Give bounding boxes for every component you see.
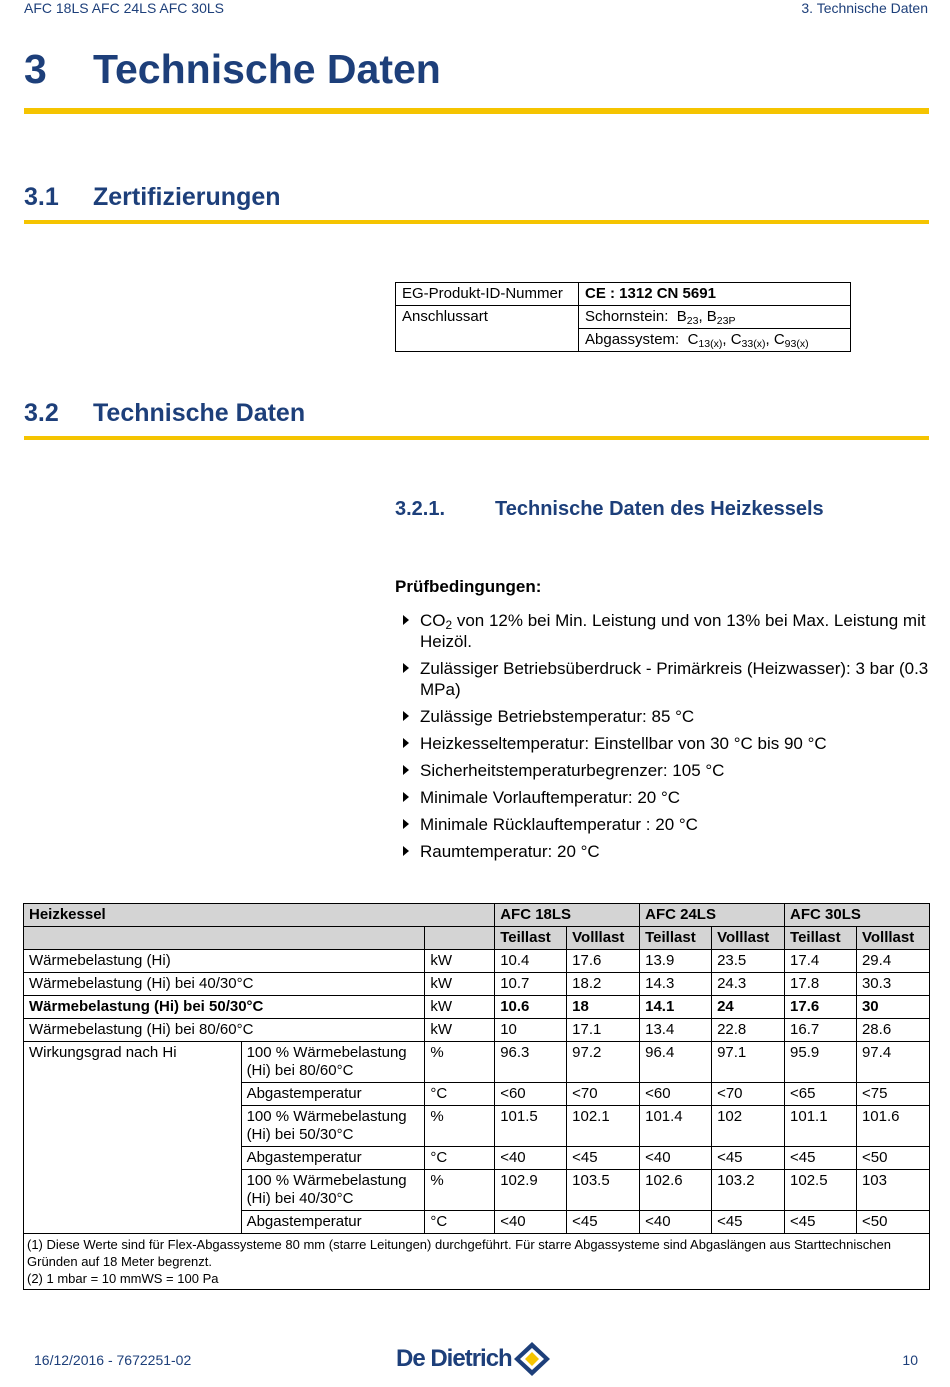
cell: <45 [712, 1147, 785, 1170]
row-label: 100 % Wärmebelastung (Hi) bei 50/30°C [241, 1106, 425, 1147]
cell: <45 [785, 1147, 857, 1170]
row-unit: % [425, 1170, 495, 1211]
table-row [24, 1042, 930, 1083]
cell: <60 [640, 1083, 712, 1106]
schornstein-label: Schornstein: [585, 308, 669, 325]
cell: 10.6 [495, 996, 567, 1019]
header-model: AFC 30LS [785, 904, 930, 927]
subsection-number: 3.2.1. [395, 498, 446, 520]
cell: <40 [640, 1211, 712, 1234]
cell: 102.1 [567, 1106, 640, 1147]
section-rule [24, 220, 929, 224]
cell: <70 [712, 1083, 785, 1106]
cell: <45 [785, 1211, 857, 1234]
cell: 95.9 [785, 1042, 857, 1083]
list-item: Minimale Rücklauftemperatur : 20 °C [397, 814, 929, 835]
cert-value: CE : 1312 CN 5691 [579, 283, 851, 306]
cell: 30.3 [856, 973, 929, 996]
row-unit: kW [425, 1019, 495, 1042]
note: (2) 1 mbar = 10 mmWS = 100 Pa [27, 1271, 219, 1286]
load-header: Teillast [640, 927, 712, 950]
load-header: Volllast [712, 927, 785, 950]
cell: 103.2 [712, 1170, 785, 1211]
cell: <45 [567, 1211, 640, 1234]
c-sub: 33(x) [741, 338, 766, 350]
cell: 96.4 [640, 1042, 712, 1083]
c-sub: 13(x) [698, 338, 723, 350]
cell: 16.7 [785, 1019, 857, 1042]
cert-value: Abgassystem: $C_{13(x)}$, $C_{33(x)}$, $C_{93(x)}$ [579, 329, 851, 352]
row-label: Wärmebelastung (Hi) bei 50/30°C [24, 996, 425, 1019]
table-row [396, 306, 851, 329]
cell: <40 [495, 1147, 567, 1170]
list-item [397, 610, 929, 652]
cell: 14.1 [640, 996, 712, 1019]
cell: 97.4 [856, 1042, 929, 1083]
table-notes-row [24, 1234, 930, 1290]
cell: 102.6 [640, 1170, 712, 1211]
b-symbol: B [676, 308, 687, 325]
page-number: 10 [902, 1352, 918, 1368]
row-unit: % [425, 1042, 495, 1083]
cell: 101.1 [785, 1106, 857, 1147]
list-item: Zulässiger Betriebsüberdruck - Primärkreis (Heizwasser): 3 bar (0.3 MPa) [397, 658, 929, 700]
c-symbol: C [773, 331, 785, 348]
cell: 18 [567, 996, 640, 1019]
cell: 101.4 [640, 1106, 712, 1147]
row-label: 100 % Wärmebelastung (Hi) bei 40/30°C [241, 1170, 425, 1211]
cell: 102.9 [495, 1170, 567, 1211]
row-unit: kW [425, 973, 495, 996]
cell: 17.6 [567, 950, 640, 973]
efficiency-label: Wirkungsgrad nach Hi [24, 1042, 242, 1234]
row-label: Wärmebelastung (Hi) bei 80/60°C [24, 1019, 425, 1042]
b-sub: 23P [716, 315, 736, 327]
cell: 30 [856, 996, 929, 1019]
table-notes [24, 1234, 930, 1290]
logo-text: De Dietrich [396, 1345, 512, 1372]
cell: 10.4 [495, 950, 567, 973]
row-unit: kW [425, 950, 495, 973]
c-sub: 93(x) [784, 338, 809, 350]
cell: 13.9 [640, 950, 712, 973]
cell: 103 [856, 1170, 929, 1211]
list-item: Sicherheitstemperaturbegrenzer: 105 °C [397, 760, 929, 781]
cell: <40 [495, 1211, 567, 1234]
chapter-number: 3 [24, 46, 47, 92]
empty-cell [24, 927, 425, 950]
table-header-row [24, 904, 930, 927]
cell: 24.3 [712, 973, 785, 996]
cell: <65 [785, 1083, 857, 1106]
table-row [396, 283, 851, 306]
table-row [24, 950, 930, 973]
co2-text-rest: von 12% bei Min. Leistung und von 13% bei Max. Leistung mit Heizöl. [420, 611, 926, 651]
cell: <60 [495, 1083, 567, 1106]
cell: 103.5 [567, 1170, 640, 1211]
row-unit: °C [425, 1147, 495, 1170]
cell: 101.5 [495, 1106, 567, 1147]
cell: 17.8 [785, 973, 857, 996]
load-header: Teillast [785, 927, 857, 950]
cell: <75 [856, 1083, 929, 1106]
footer-date-ref: 16/12/2016 - 7672251-02 [34, 1352, 192, 1368]
certification-table [395, 282, 851, 352]
cell: <45 [567, 1147, 640, 1170]
cell: <45 [712, 1211, 785, 1234]
cell: <50 [856, 1147, 929, 1170]
cell: 97.2 [567, 1042, 640, 1083]
row-unit: °C [425, 1211, 495, 1234]
cert-key: Anschlussart [396, 306, 579, 352]
section-number: 3.2 [24, 399, 59, 427]
cell: 14.3 [640, 973, 712, 996]
running-header-right: 3. Technische Daten [801, 0, 928, 16]
cell: 18.2 [567, 973, 640, 996]
co2-sub: 2 [445, 618, 453, 632]
co2-text: CO [420, 611, 446, 630]
subsection-title-text: Technische Daten des Heizkessels [495, 498, 824, 520]
test-conditions-list [397, 610, 929, 868]
header-label: Heizkessel [24, 904, 495, 927]
header-model: AFC 24LS [640, 904, 785, 927]
c-symbol: C [687, 331, 699, 348]
section-3-2-title [24, 399, 305, 428]
note: (1) Diese Werte sind für Flex-Abgassysteme 80 mm (starre Leitungen) durchgeführt. Für starre Abgassysteme sind Abgaslängen aus Starttechnischen Gründen auf 18 Meter begrenzt. [27, 1237, 891, 1269]
technical-data-table [23, 903, 930, 1290]
cell: <50 [856, 1211, 929, 1234]
list-item: Heizkesseltemperatur: Einstellbar von 30 °C bis 90 °C [397, 733, 929, 754]
cell: 97.1 [712, 1042, 785, 1083]
running-header-left: AFC 18LS AFC 24LS AFC 30LS [24, 0, 224, 16]
table-row [24, 973, 930, 996]
row-label: Abgastemperatur [241, 1083, 425, 1106]
cell: 13.4 [640, 1019, 712, 1042]
cell: 28.6 [856, 1019, 929, 1042]
section-number: 3.1 [24, 183, 59, 211]
row-unit: °C [425, 1083, 495, 1106]
table-row [24, 1019, 930, 1042]
cell: 102.5 [785, 1170, 857, 1211]
cell: 17.6 [785, 996, 857, 1019]
cell: 102 [712, 1106, 785, 1147]
cell: 17.4 [785, 950, 857, 973]
cell: 17.1 [567, 1019, 640, 1042]
empty-cell [425, 927, 495, 950]
cell: 101.6 [856, 1106, 929, 1147]
cell: 29.4 [856, 950, 929, 973]
row-label: Abgastemperatur [241, 1147, 425, 1170]
section-rule [24, 436, 929, 440]
b-sub: 23 [686, 315, 699, 327]
c-symbol: C [730, 331, 742, 348]
brand-logo [396, 1340, 552, 1378]
cell: 24 [712, 996, 785, 1019]
section-title-text: Technische Daten [93, 399, 306, 427]
row-label: Abgastemperatur [241, 1211, 425, 1234]
cell: <40 [640, 1147, 712, 1170]
chapter-title [24, 46, 441, 93]
cert-key: EG-Produkt-ID-Nummer [396, 283, 579, 306]
cell: 23.5 [712, 950, 785, 973]
list-item: Raumtemperatur: 20 °C [397, 841, 929, 862]
row-unit: % [425, 1106, 495, 1147]
cell: <70 [567, 1083, 640, 1106]
table-row [24, 996, 930, 1019]
cert-value: Schornstein: $B_{23}$, $B_{23P}$ [579, 306, 851, 329]
load-header: Volllast [567, 927, 640, 950]
test-conditions-title: Prüfbedingungen: [395, 577, 542, 596]
chapter-title-text: Technische Daten [93, 46, 441, 92]
cell: 10 [495, 1019, 567, 1042]
row-label: 100 % Wärmebelastung (Hi) bei 80/60°C [241, 1042, 425, 1083]
table-subheader-row [24, 927, 930, 950]
row-unit: kW [425, 996, 495, 1019]
row-label: Wärmebelastung (Hi) [24, 950, 425, 973]
section-title-text: Zertifizierungen [93, 183, 281, 211]
header-model: AFC 18LS [495, 904, 640, 927]
b-symbol: B [706, 308, 717, 325]
list-item: Zulässige Betriebstemperatur: 85 °C [397, 706, 929, 727]
list-item: Minimale Vorlauftemperatur: 20 °C [397, 787, 929, 808]
section-3-1-title [24, 183, 281, 212]
load-header: Volllast [856, 927, 929, 950]
chapter-rule [24, 108, 929, 114]
logo-diamond-icon [512, 1340, 552, 1378]
row-label: Wärmebelastung (Hi) bei 40/30°C [24, 973, 425, 996]
cell: 10.7 [495, 973, 567, 996]
subsection-title [395, 498, 824, 521]
cell: 96.3 [495, 1042, 567, 1083]
load-header: Teillast [495, 927, 567, 950]
cell: 22.8 [712, 1019, 785, 1042]
abgassystem-label: Abgassystem: [585, 331, 680, 348]
